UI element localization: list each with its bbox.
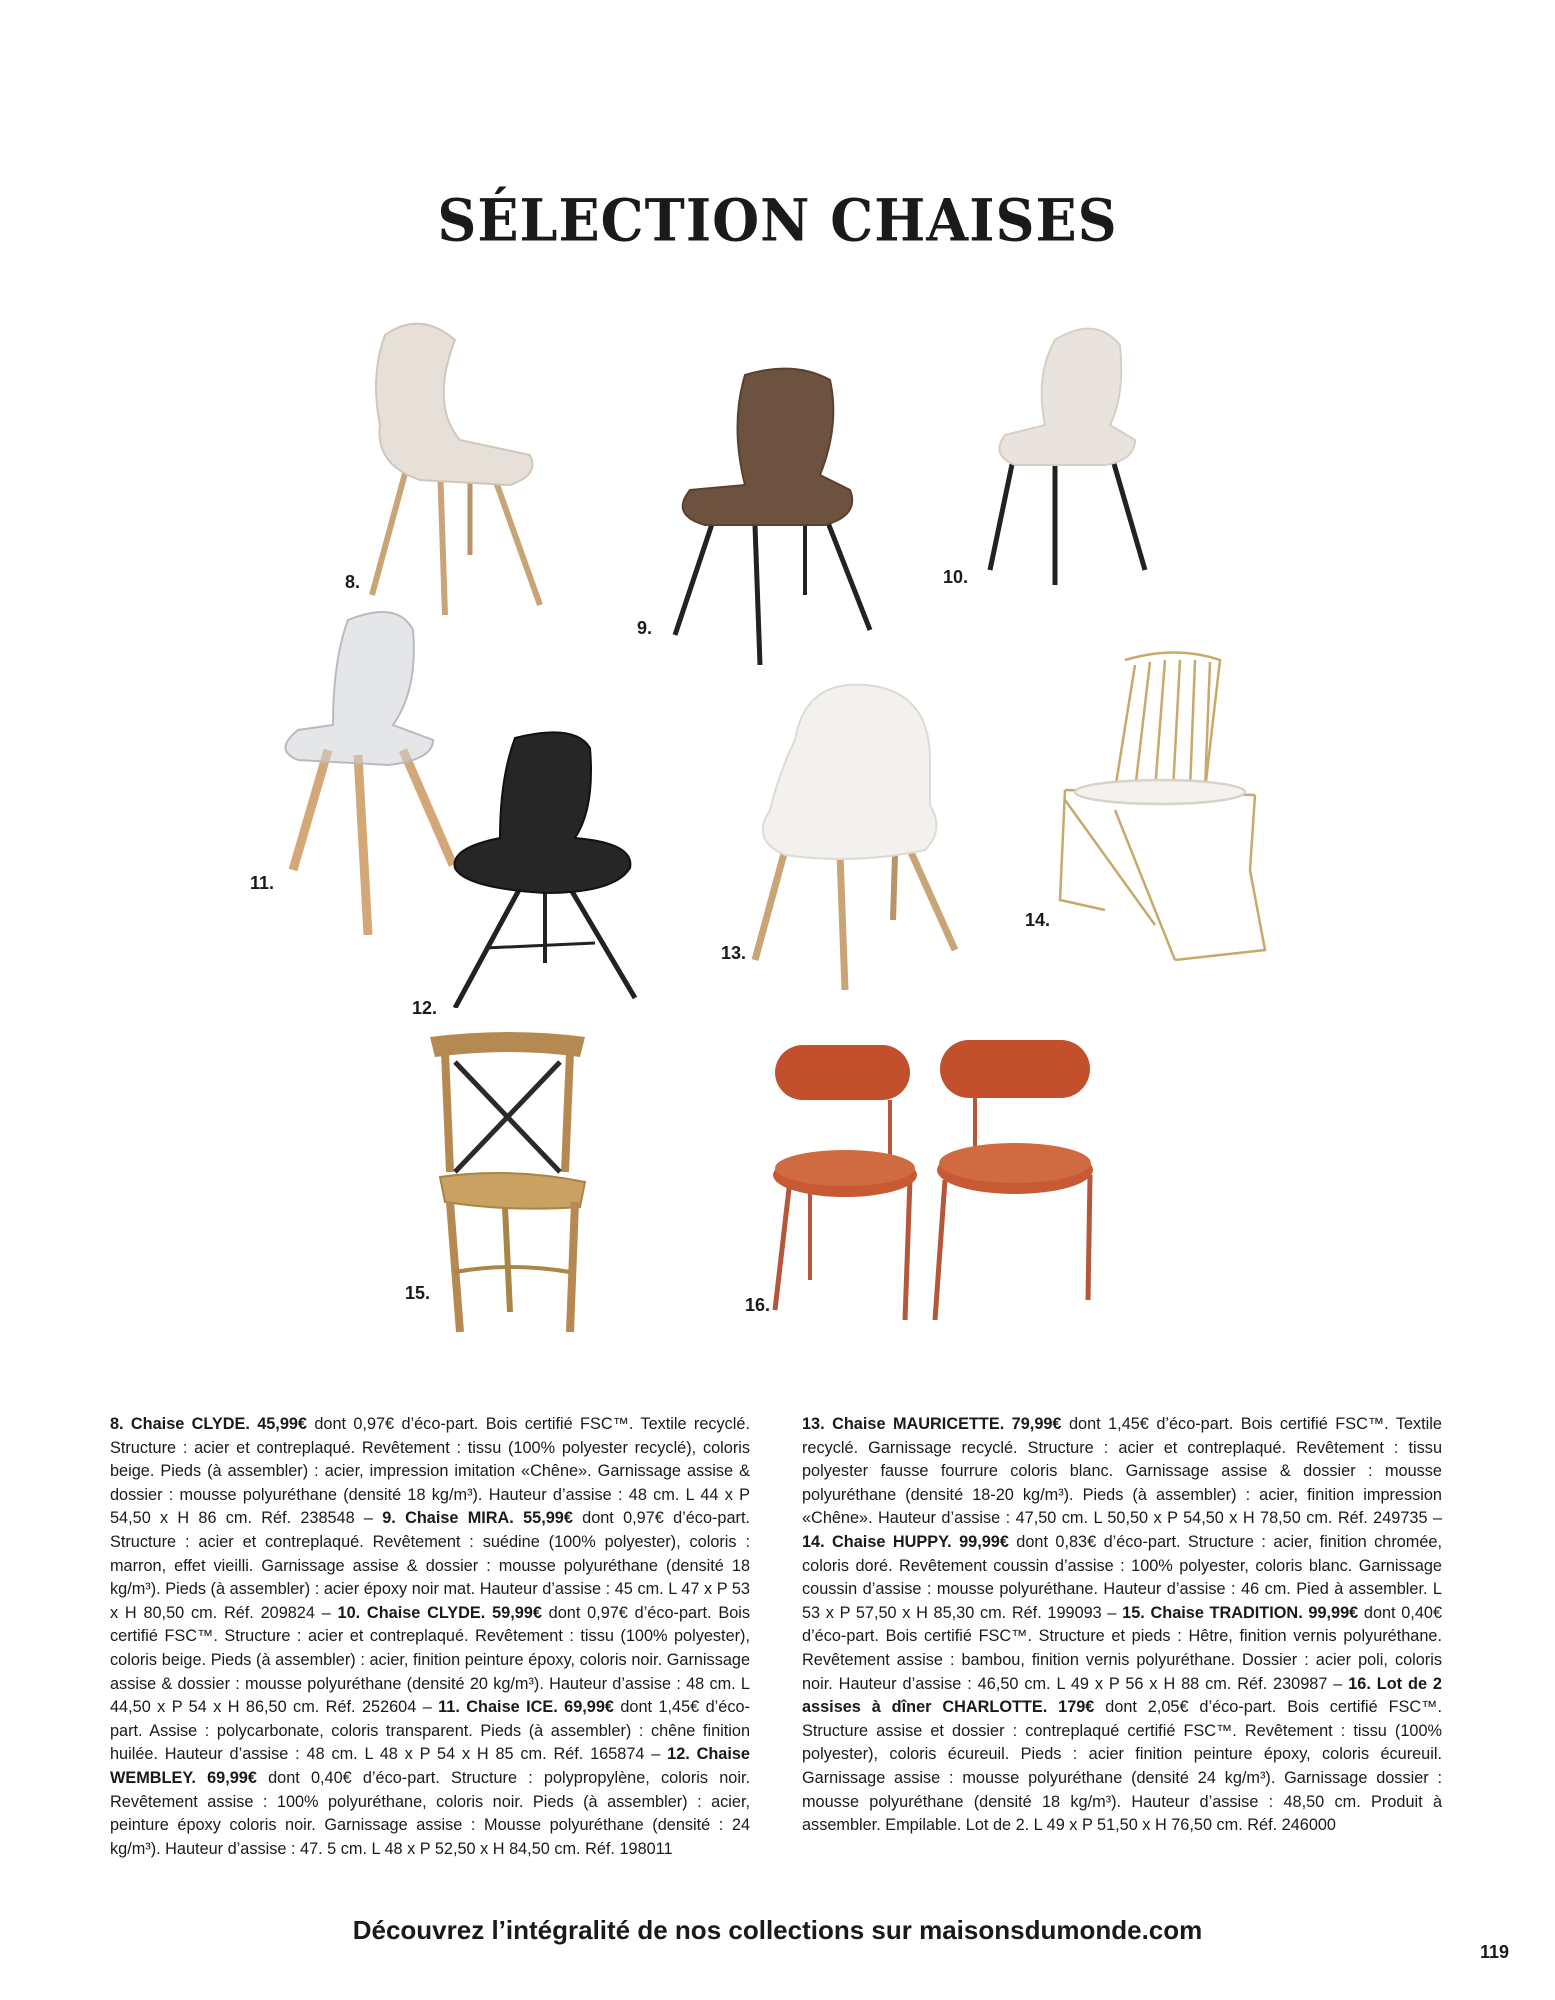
product-14-desc: dont 0,83€ d’éco-part. Structure : acier, finition chromée, coloris doré. Revêtement coussin d’assise : 100% polyester, coloris blanc. Garnissage coussin d’assise : mousse polyuréthane. Hauteur d’assise : 46 cm. Pied à assembler. L 53 x P 57,50 x H 85,30 cm. Réf. 199093 – <box>802 1532 1442 1622</box>
chair-16-image <box>770 1040 1105 1320</box>
description-column-left <box>110 1413 750 1861</box>
chair-10-image <box>985 325 1150 585</box>
number-label-12: 12. <box>412 998 438 1018</box>
product-15-desc: dont 0,40€ d’éco-part. Bois certifié FSC™. Structure et pieds : Hêtre, finition vernis polyuréthane. Revêtement assise : bambou, finition vernis polyuréthane. Dossier : acier poli, coloris noir. Hauteur d’assise : 46,50 cm. L 49 x P 56 x H 88 cm. Réf. 230987 – <box>802 1603 1442 1693</box>
description-column-right <box>802 1413 1442 1838</box>
product-11-desc: dont 1,45€ d’éco-part. Assise : polycarbonate, coloris transparent. Pieds (à assembler) : chêne finition huilée. Hauteur d’assise : 48 cm. L 48 x P 54 x H 85 cm. Réf. 165874 – <box>110 1698 750 1764</box>
chair-13-image <box>745 680 965 990</box>
number-label-11: 11. <box>250 873 275 893</box>
page-title: SÉLECTION CHAISES <box>437 185 1118 255</box>
number-label-14: 14. <box>1025 910 1051 930</box>
product-13-name: 13. Chaise MAURICETTE. 79,99€ <box>802 1415 1062 1433</box>
product-12-desc: dont 0,40€ d’éco-part. Structure : polypropylène, coloris noir. Revêtement assise : 100% polyuréthane, coloris noir. Pieds (à assembler) : acier, peinture époxy coloris noir. Garnissage assise : Mousse polyuréthane (densité : 24 kg/m³). Hauteur d’assise : 47. 5 cm. L 48 x P 52,50 x H 84,50 cm. Réf. 198011 <box>110 1768 750 1858</box>
number-label-15: 15. <box>405 1283 431 1303</box>
product-16-desc: dont 2,05€ d’éco-part. Bois certifié FSC™. Structure assise et dossier : contreplaqué certifié FSC™. Revêtement : tissu (100% polyester), coloris écureuil. Pieds : acier finition peinture époxy, coloris écureuil. Garnissage assise : mousse polyuréthane (densité 24 kg/m³). Garnissage dossier : mousse polyuréthane (densité 18 kg/m³). Hauteur d’assise : 48,50 cm. Produit à assembler. Empilable. Lot de 2. L 49 x P 51,50 x H 76,50 cm. Réf. 246000 <box>802 1698 1442 1835</box>
chair-9-image <box>665 365 885 665</box>
product-15-name: 15. Chaise TRADITION. 99,99€ <box>1122 1603 1359 1622</box>
number-label-9: 9. <box>637 618 653 638</box>
product-8-name: 8. Chaise CLYDE. 45,99€ <box>110 1415 307 1433</box>
product-14-name: 14. Chaise HUPPY. 99,99€ <box>802 1532 1009 1551</box>
product-9-name: 9. Chaise MIRA. 55,99€ <box>382 1509 573 1528</box>
product-9-desc: dont 0,97€ d’éco-part. Structure : acier et contreplaqué. Revêtement : suédine (100% polyester), coloris : marron, effet vieilli. Garnissage assise & dossier : mousse polyuréthane (densité 18 kg/m³). Pieds (à assembler) : acier époxy noir mat. Hauteur d’assise : 45 cm. L 47 x P 53 x H 80,50 cm. Réf. 209824 – <box>110 1509 750 1622</box>
number-label-13: 13. <box>721 943 747 963</box>
product-11-name: 11. Chaise ICE. 69,99€ <box>438 1698 614 1717</box>
chair-12-image <box>445 728 640 1008</box>
number-label-8: 8. <box>345 572 361 592</box>
page-number: 119 <box>1480 1942 1510 1962</box>
product-13-desc: dont 1,45€ d’éco-part. Bois certifié FSC™. Textile recyclé. Garnissage recyclé. Structure : acier et contreplaqué. Revêtement : tissu polyester fausse fourrure coloris blanc. Garnissage assise & dossier : mousse polyuréthane (densité 18-20 kg/m³). Pieds (à assembler) : acier, finition impression «Chêne». Hauteur d’assise : 47,50 cm. L 50,50 x P 54,50 x H 78,50 cm. Réf. 249735 – <box>802 1415 1442 1528</box>
number-label-10: 10. <box>943 567 969 587</box>
chair-14-image <box>1055 650 1270 970</box>
footer-website-link[interactable]: Découvrez l’intégralité de nos collections sur maisonsdumonde.com <box>352 1915 1203 1945</box>
product-16-name: 16. Lot de 2 assises à dîner CHARLOTTE. 179€ <box>802 1674 1442 1717</box>
product-10-desc: dont 0,97€ d’éco-part. Bois certifié FSC™. Structure : acier et contreplaqué. Revêtement : tissu (100% polyester), coloris beige. Pieds (à assembler) : acier, finition peinture époxy, coloris noir. Garnissage assise & dossier : mousse polyuréthane (densité 20 kg/m³). Hauteur d’assise : 48 cm. L 44,50 x P 54 x H 86,50 cm. Réf. 252604 – <box>110 1603 751 1717</box>
product-8-desc: dont 0,97€ d’éco-part. Bois certifié FSC™. Textile recyclé. Structure : acier et contreplaqué. Revêtement : tissu (100% polyester recyclé), coloris beige. Pieds (à assembler) : acier, impression imitation «Chêne». Garnissage assise & dossier : mousse polyuréthane (densité 18 kg/m³). Hauteur d’assise : 48 cm. L 44 x P 54,50 x H 86 cm. Réf. 238548 – <box>110 1415 751 1528</box>
product-12-name: 12. Chaise WEMBLEY. 69,99€ <box>110 1745 750 1787</box>
chair-8-image <box>350 315 560 615</box>
chair-11-image <box>278 610 458 935</box>
product-10-name: 10. Chaise CLYDE. 59,99€ <box>337 1603 542 1622</box>
number-label-16: 16. <box>745 1295 771 1315</box>
chair-15-image <box>420 1032 595 1342</box>
